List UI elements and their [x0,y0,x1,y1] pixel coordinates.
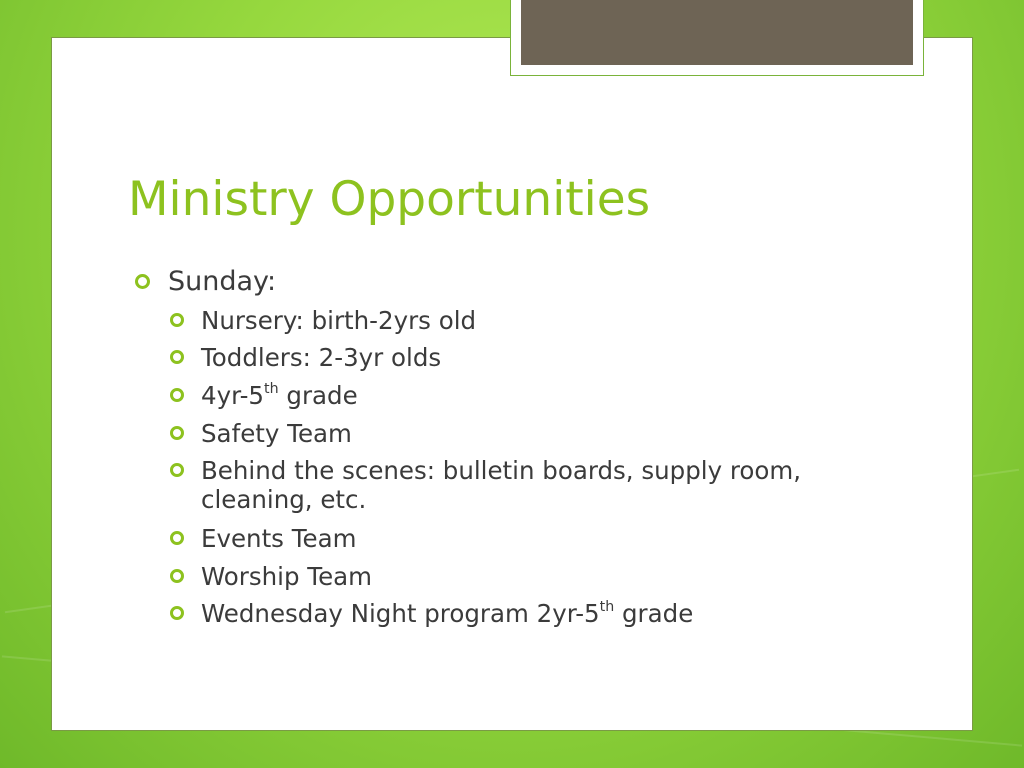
circle-outline-bullet-icon [170,569,184,583]
circle-outline-bullet-icon [170,531,184,545]
circle-outline-bullet-icon [170,463,184,477]
list-item [170,599,693,628]
slide-title: Ministry Opportunities [128,172,651,227]
circle-outline-bullet-icon [135,274,150,289]
list-item-text: Worship Team [201,562,373,591]
list-item [170,524,357,553]
list-item-text: Wednesday Night program 2yr-5th grade [201,598,694,628]
list-item [170,456,801,514]
circle-outline-bullet-icon [170,350,184,364]
circle-outline-bullet-icon [170,313,184,327]
header-plate-fill [521,0,913,65]
list-item-text: 4yr-5th grade [201,380,358,410]
list-item-sunday [135,267,276,296]
list-item-text: Behind the scenes: bulletin boards, supply room, cleaning, etc. [201,456,802,514]
list-item-text: Nursery: birth-2yrs old [201,306,477,335]
list-item [170,343,441,372]
list-item-text: Sunday: [168,266,277,297]
list-item [170,562,372,591]
list-item [170,381,358,410]
circle-outline-bullet-icon [170,388,184,402]
header-plate [510,0,924,76]
list-item-text: Toddlers: 2-3yr olds [201,343,442,372]
list-item-text: Safety Team [201,419,352,448]
circle-outline-bullet-icon [170,426,184,440]
circle-outline-bullet-icon [170,606,184,620]
list-item [170,419,352,448]
list-item [170,306,476,335]
list-item-text: Events Team [201,524,357,553]
